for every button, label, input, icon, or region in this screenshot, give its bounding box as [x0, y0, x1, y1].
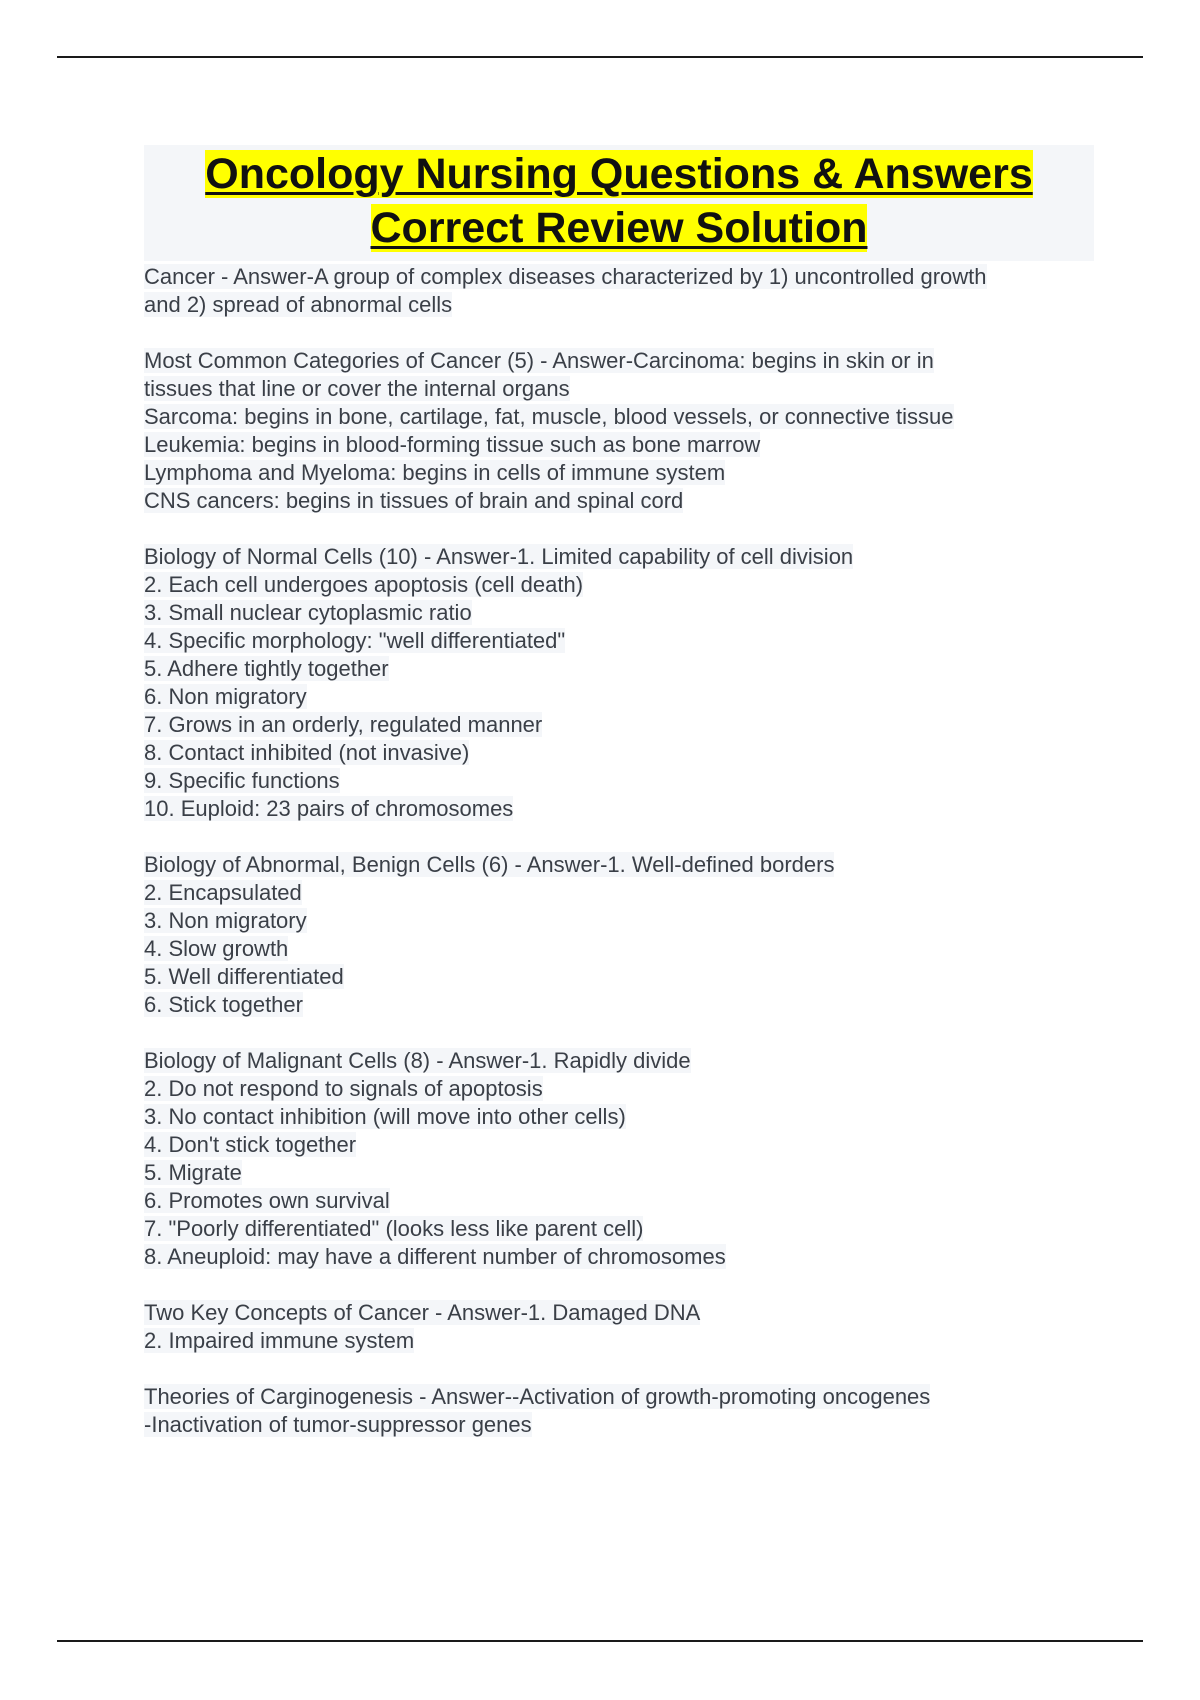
line-text: 8. Aneuploid: may have a different number of chromosomes: [144, 1244, 726, 1269]
answer-line: [144, 963, 1094, 991]
question-line: [144, 1047, 1094, 1075]
line-text: 3. No contact inhibition (will move into other cells): [144, 1104, 626, 1129]
line-text: 4. Slow growth: [144, 936, 289, 961]
line-text: 5. Adhere tightly together: [144, 656, 389, 681]
line-text: Two Key Concepts of Cancer - Answer-1. Damaged DNA: [144, 1300, 701, 1325]
answer-line: [144, 571, 1094, 599]
line-text: 7. Grows in an orderly, regulated manner: [144, 712, 543, 737]
answer-line: [144, 879, 1094, 907]
answer-line: [144, 1131, 1094, 1159]
line-text: Biology of Malignant Cells (8) - Answer-1. Rapidly divide: [144, 1048, 691, 1073]
answer-line: [144, 991, 1094, 1019]
answer-line: [144, 431, 1094, 459]
question-line: [144, 543, 1094, 571]
question-line: [144, 347, 1094, 375]
line-text: 7. "Poorly differentiated" (looks less like parent cell): [144, 1216, 644, 1241]
line-text: 9. Specific functions: [144, 768, 340, 793]
line-text: 10. Euploid: 23 pairs of chromosomes: [144, 796, 514, 821]
line-text: 4. Specific morphology: "well differentiated": [144, 628, 566, 653]
title-text-2: Correct Review Solution: [370, 204, 868, 252]
qa-block: [144, 851, 1094, 1019]
title-text-1: Oncology Nursing Questions & Answers: [205, 150, 1033, 198]
line-text: 6. Promotes own survival: [144, 1188, 390, 1213]
answer-line: [144, 795, 1094, 823]
qa-block: [144, 543, 1094, 823]
line-text: Biology of Abnormal, Benign Cells (6) - Answer-1. Well-defined borders: [144, 852, 835, 877]
line-text: 8. Contact inhibited (not invasive): [144, 740, 470, 765]
line-text: 6. Non migratory: [144, 684, 307, 709]
answer-line: [144, 1243, 1094, 1271]
answer-line: [144, 1187, 1094, 1215]
line-text: tissues that line or cover the internal organs: [144, 376, 570, 401]
answer-line: [144, 291, 1094, 319]
line-text: Sarcoma: begins in bone, cartilage, fat, muscle, blood vessels, or connective tissue: [144, 404, 954, 429]
line-text: 4. Don't stick together: [144, 1132, 357, 1157]
answer-line: [144, 1327, 1094, 1355]
line-text: 5. Well differentiated: [144, 964, 344, 989]
qa-block: [144, 263, 1094, 319]
question-line: [144, 1383, 1094, 1411]
line-text: 2. Each cell undergoes apoptosis (cell death): [144, 572, 584, 597]
question-line: [144, 1299, 1094, 1327]
qa-sections: [144, 263, 1094, 1439]
answer-line: [144, 1215, 1094, 1243]
qa-block: [144, 1299, 1094, 1355]
line-text: Leukemia: begins in blood-forming tissue such as bone marrow: [144, 432, 761, 457]
line-text: 5. Migrate: [144, 1160, 242, 1185]
answer-line: [144, 1159, 1094, 1187]
line-text: 3. Small nuclear cytoplasmic ratio: [144, 600, 472, 625]
answer-line: [144, 487, 1094, 515]
answer-line: [144, 459, 1094, 487]
line-text: 2. Encapsulated: [144, 880, 302, 905]
document-body: [144, 145, 1094, 1467]
answer-line: [144, 907, 1094, 935]
document-title: [144, 145, 1094, 261]
answer-line: [144, 627, 1094, 655]
line-text: Lymphoma and Myeloma: begins in cells of immune system: [144, 460, 726, 485]
bottom-rule: [57, 1640, 1143, 1642]
answer-line: [144, 1075, 1094, 1103]
answer-line: [144, 375, 1094, 403]
answer-line: [144, 1103, 1094, 1131]
answer-line: [144, 739, 1094, 767]
line-text: Cancer - Answer-A group of complex diseases characterized by 1) uncontrolled growth: [144, 264, 987, 289]
answer-line: [144, 1411, 1094, 1439]
question-line: [144, 851, 1094, 879]
title-line-2: [371, 204, 868, 252]
line-text: Biology of Normal Cells (10) - Answer-1. Limited capability of cell division: [144, 544, 854, 569]
answer-line: [144, 403, 1094, 431]
answer-line: [144, 599, 1094, 627]
title-line-1: [205, 150, 1032, 198]
line-text: and 2) spread of abnormal cells: [144, 292, 453, 317]
line-text: 2. Do not respond to signals of apoptosis: [144, 1076, 543, 1101]
line-text: Theories of Carginogenesis - Answer--Activation of growth-promoting oncogenes: [144, 1384, 931, 1409]
qa-block: [144, 347, 1094, 515]
qa-block: [144, 1383, 1094, 1439]
line-text: -Inactivation of tumor-suppressor genes: [144, 1412, 532, 1437]
question-line: [144, 263, 1094, 291]
line-text: 6. Stick together: [144, 992, 303, 1017]
line-text: CNS cancers: begins in tissues of brain and spinal cord: [144, 488, 684, 513]
line-text: 3. Non migratory: [144, 908, 307, 933]
answer-line: [144, 683, 1094, 711]
top-rule: [57, 56, 1143, 58]
line-text: Most Common Categories of Cancer (5) - Answer-Carcinoma: begins in skin or in: [144, 348, 934, 373]
answer-line: [144, 767, 1094, 795]
line-text: 2. Impaired immune system: [144, 1328, 415, 1353]
answer-line: [144, 655, 1094, 683]
qa-block: [144, 1047, 1094, 1271]
answer-line: [144, 711, 1094, 739]
answer-line: [144, 935, 1094, 963]
